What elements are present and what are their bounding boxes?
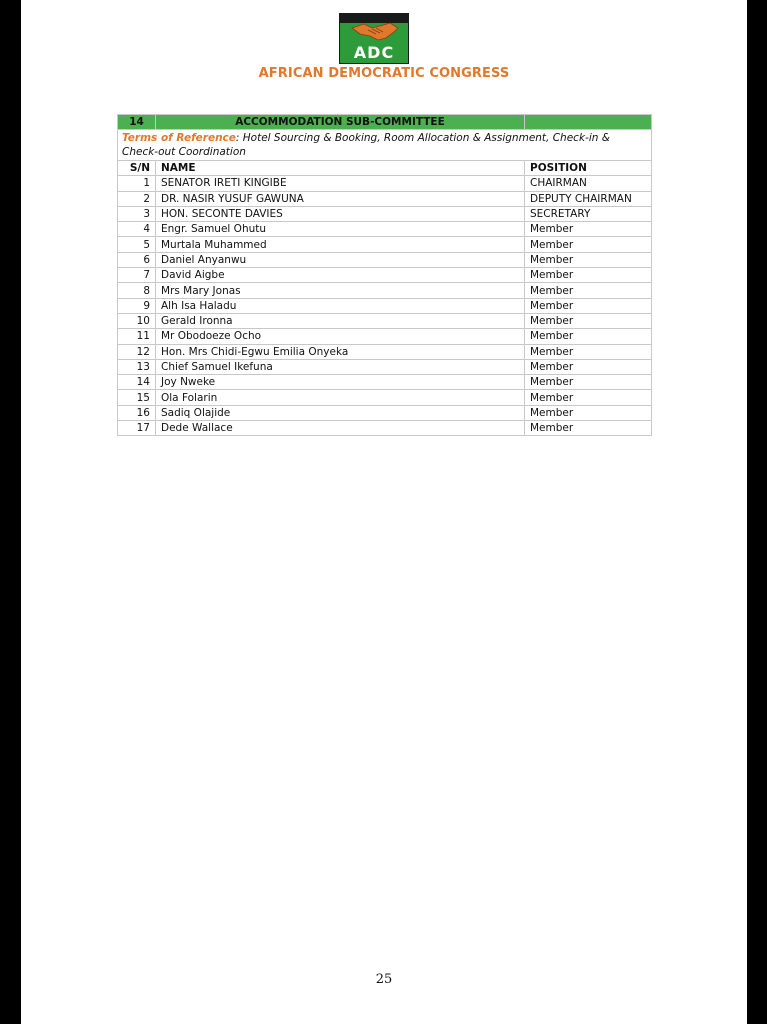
header-empty-cell — [525, 115, 652, 130]
member-position: Member — [525, 375, 652, 390]
member-name: Mrs Mary Jonas — [156, 283, 525, 298]
member-name: Chief Samuel Ikefuna — [156, 359, 525, 374]
member-name: HON. SECONTE DAVIES — [156, 206, 525, 221]
table-row — [118, 421, 652, 436]
column-header-sn: S/N — [118, 161, 156, 176]
member-sn: 15 — [118, 390, 156, 405]
committee-number: 14 — [118, 115, 156, 130]
terms-of-reference — [118, 130, 652, 161]
member-sn: 7 — [118, 268, 156, 283]
terms-of-reference-label: Terms of Reference — [122, 132, 236, 144]
member-sn: 1 — [118, 176, 156, 191]
member-position: Member — [525, 222, 652, 237]
committee-title: ACCOMMODATION SUB-COMMITTEE — [156, 115, 525, 130]
member-name: Sadiq Olajide — [156, 405, 525, 420]
member-sn: 11 — [118, 329, 156, 344]
member-sn: 12 — [118, 344, 156, 359]
member-position: DEPUTY CHAIRMAN — [525, 191, 652, 206]
member-name: David Aigbe — [156, 268, 525, 283]
member-position: Member — [525, 313, 652, 328]
member-position: Member — [525, 283, 652, 298]
member-sn: 9 — [118, 298, 156, 313]
table-row — [118, 298, 652, 313]
member-position: CHAIRMAN — [525, 176, 652, 191]
member-sn: 6 — [118, 252, 156, 267]
member-position: Member — [525, 359, 652, 374]
member-position: Member — [525, 237, 652, 252]
member-position: Member — [525, 329, 652, 344]
committee-table — [117, 114, 652, 436]
adc-logo — [339, 13, 409, 64]
member-name: Gerald Ironna — [156, 313, 525, 328]
table-row — [118, 222, 652, 237]
table-row — [118, 375, 652, 390]
member-sn: 13 — [118, 359, 156, 374]
party-name: AFRICAN DEMOCRATIC CONGRESS — [258, 66, 510, 81]
member-name: Ola Folarin — [156, 390, 525, 405]
terms-of-reference-text: : Hotel Sourcing & Booking, Room Allocation & Assignment, Check-in & Check-out Coordination — [122, 132, 610, 158]
member-name: Daniel Anyanwu — [156, 252, 525, 267]
table-row — [118, 329, 652, 344]
document-page — [21, 0, 747, 1024]
committee-header-row — [118, 115, 652, 130]
page-number: 25 — [375, 972, 393, 987]
table-row — [118, 252, 652, 267]
member-position: Member — [525, 298, 652, 313]
table-row — [118, 176, 652, 191]
member-sn: 8 — [118, 283, 156, 298]
table-row — [118, 344, 652, 359]
table-row — [118, 359, 652, 374]
member-sn: 17 — [118, 421, 156, 436]
table-row — [118, 268, 652, 283]
member-sn: 2 — [118, 191, 156, 206]
member-position: Member — [525, 344, 652, 359]
member-sn: 16 — [118, 405, 156, 420]
member-position: Member — [525, 252, 652, 267]
terms-of-reference-row — [118, 130, 652, 161]
table-row — [118, 313, 652, 328]
member-name: Joy Nweke — [156, 375, 525, 390]
member-name: Engr. Samuel Ohutu — [156, 222, 525, 237]
table-row — [118, 405, 652, 420]
member-name: Dede Wallace — [156, 421, 525, 436]
member-name: DR. NASIR YUSUF GAWUNA — [156, 191, 525, 206]
member-sn: 10 — [118, 313, 156, 328]
table-row — [118, 206, 652, 221]
member-name: Mr Obodoeze Ocho — [156, 329, 525, 344]
logo-text: ADC — [353, 43, 395, 62]
table-row — [118, 191, 652, 206]
column-header-row — [118, 161, 652, 176]
column-header-position: POSITION — [525, 161, 652, 176]
member-sn: 14 — [118, 375, 156, 390]
member-position: Member — [525, 405, 652, 420]
table-row — [118, 283, 652, 298]
member-position: Member — [525, 390, 652, 405]
member-name: SENATOR IRETI KINGIBE — [156, 176, 525, 191]
member-name: Hon. Mrs Chidi-Egwu Emilia Onyeka — [156, 344, 525, 359]
member-sn: 5 — [118, 237, 156, 252]
member-name: Alh Isa Haladu — [156, 298, 525, 313]
member-position: SECRETARY — [525, 206, 652, 221]
column-header-name: NAME — [156, 161, 525, 176]
table-row — [118, 237, 652, 252]
member-position: Member — [525, 421, 652, 436]
handshake-icon — [350, 20, 400, 42]
table-row — [118, 390, 652, 405]
member-position: Member — [525, 268, 652, 283]
member-name: Murtala Muhammed — [156, 237, 525, 252]
member-sn: 4 — [118, 222, 156, 237]
member-sn: 3 — [118, 206, 156, 221]
